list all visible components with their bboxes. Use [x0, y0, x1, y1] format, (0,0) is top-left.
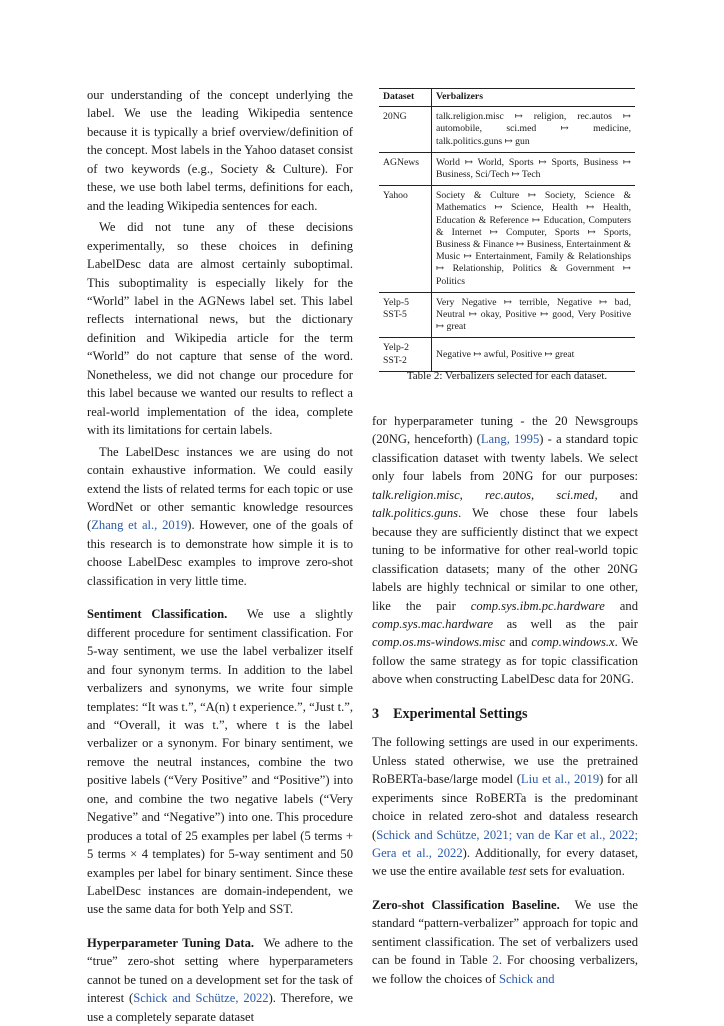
r-p2-text-d: sets for evaluation. — [526, 864, 625, 879]
r-p1-text-e: . We follow the same strategy as for topic classification above when constructing LabelDesc data for 20NG. — [372, 635, 638, 687]
r-p1-and: and — [597, 487, 638, 502]
table-reference[interactable]: 2 — [492, 953, 499, 968]
r-p1-text-b: ) - a standard topic classification dataset with twenty labels. We select only four labels from 20NG for our purposes: — [372, 432, 638, 484]
verbalizer-table — [379, 88, 635, 372]
r-p3-text-b: . For choosing verbalizers, we follow the choices of — [372, 953, 639, 986]
r-p1-and2: and — [604, 598, 638, 613]
citation-schick-schutze-2022[interactable]: Schick and Schütze, 2022 — [133, 991, 269, 1006]
citation-group[interactable]: Schick and Schütze, 2021; van de Kar et al., 2022; Gera et al., 2022 — [372, 827, 638, 860]
citation-zhang-2019[interactable]: Zhang et al., 2019 — [91, 518, 188, 533]
p3-text-a: The LabelDesc instances we are using do not contain exhaustive information. We could easily extend the lists of related terms for each topic or use WordNet or other semantic knowledge resources ( — [87, 444, 353, 533]
section-heading — [372, 705, 638, 723]
label-list: talk.religion.misc, rec.autos, sci.med, — [372, 487, 598, 502]
table-cell-dataset: Yelp-2 SST-2 — [379, 338, 432, 371]
table-cell-verbalizers: talk.religion.misc ↦ religion, rec.autos ↦ automobile, sci.med ↦ medicine, talk.politics.guns ↦ gun — [432, 107, 636, 153]
table-cell-dataset: Yahoo — [379, 186, 432, 293]
r-p1-and3: and — [505, 635, 532, 650]
table-header-row — [379, 89, 635, 107]
paragraph-hyperparameter-tuning — [87, 934, 353, 1026]
r-p1-text-d: as well as the pair — [493, 616, 638, 631]
hyperparameter-heading: Hyperparameter Tuning Data. — [87, 935, 255, 950]
test-word: test — [508, 864, 527, 879]
r-p2-text-a: The following settings are used in our experiments. Unless stated otherwise, we use the pretrained RoBERTa-base/large model ( — [372, 735, 638, 787]
table-row — [379, 186, 635, 293]
r-p2-text-b: ) for all experiments since RoBERTa is the predominant choice in related zero-shot and dataless research ( — [372, 772, 638, 842]
sentiment-heading: Sentiment Classification. — [87, 607, 228, 622]
r-p2-text-c: ). Additionally, for every dataset, we use the entire available — [372, 845, 639, 879]
r-p3-text-a: We use the standard “pattern-verbalizer” approach for topic and sentiment classification. The set of verbalizers used can be found in Table — [372, 897, 639, 968]
label-ibm-hardware: comp.sys.ibm.pc.hardware — [470, 598, 605, 613]
section-number: 3 — [372, 705, 380, 722]
zero-shot-heading: Zero-shot Classification Baseline. — [372, 897, 560, 912]
table-row — [379, 107, 635, 153]
citation-lang-1995[interactable]: Lang, 1995 — [480, 432, 540, 447]
right-column — [372, 412, 638, 988]
table-cell-dataset: 20NG — [379, 107, 432, 153]
table-header-dataset: Dataset — [379, 89, 432, 107]
label-ms-windows: comp.os.ms-windows.misc — [372, 635, 506, 650]
paragraph-20ng-dataset — [372, 412, 638, 689]
paragraph-label-definitions: our understanding of the concept underlying the label. We use the leading Wikipedia sentence because it is typically a brief overview/definition of the concept. Most labels in the Yahoo dataset consist of two keywords (e.g., Society & Culture). For these, we use both label terms, definitions for each, and the leading Wikipedia sentences for each. — [87, 88, 353, 213]
citation-liu-2019[interactable]: Liu et al., 2019 — [520, 772, 600, 787]
table-caption: Table 2: Verbalizers selected for each dataset. — [406, 370, 608, 382]
p5-text-a: We adhere to the “true” zero-shot setting where hyperparameters cannot be tuned on a development set for the task of interest ( — [87, 935, 353, 1006]
table-cell-dataset: Yelp-5 SST-5 — [379, 292, 432, 338]
paragraph-tuning-decisions: We did not tune any of these decisions experimentally, so these choices in defining LabelDesc data are almost certainly suboptimal. This suboptimality is especially likely for the “World” label in the AGNews label set. This label reflects international news, but the dictionary definition and Wikipedia article for the term “World” do not capture that sense of the word. Nonetheless, we did not change our procedure for this label because we wanted our results to reflect a real-world implementation of the idea, complete with its limitations for certain labels. — [87, 220, 353, 438]
table-header-verbalizers: Verbalizers — [432, 89, 636, 107]
paragraph-labeldesc-instances — [87, 443, 353, 591]
table-cell-verbalizers: Very Negative ↦ terrible, Negative ↦ bad, Neutral ↦ okay, Positive ↦ good, Very Positive ↦ great — [432, 292, 636, 338]
left-column — [87, 86, 353, 1026]
r-p1-text-c: . We chose these four labels because they are sufficiently distinct that we expect tuning to be informative for other real-world topic classification datasets; many of the other 20NG labels are highly technical or similar to one other, like the pair — [372, 506, 638, 613]
label-politics-guns: talk.politics.guns — [372, 506, 459, 521]
table-cell-verbalizers: World ↦ World, Sports ↦ Sports, Business ↦ Business, Sci/Tech ↦ Tech — [432, 152, 636, 185]
label-mac-hardware: comp.sys.mac.hardware — [372, 616, 494, 631]
table-cell-verbalizers: Negative ↦ awful, Positive ↦ great — [432, 338, 636, 371]
table-row — [379, 152, 635, 185]
p3-text-b: ). However, one of the goals of this research is to demonstrate how simple it is to choose LabelDesc examples to improve zero-shot classification in very little time. — [87, 518, 353, 588]
section-title: Experimental Settings — [393, 705, 528, 722]
table-row — [379, 338, 635, 371]
table-cell-verbalizers: Society & Culture ↦ Society, Science & Mathematics ↦ Science, Health ↦ Health, Education & Reference ↦ Education, Computers & Internet ↦ Computer, Sports ↦ Sports, Business & Finance ↦ Business, Entertainment & Music ↦ Entertainment, Family & Relationships ↦ Relationship, Politics & Government ↦ Politics — [432, 186, 636, 293]
sentiment-text: We use a slightly different procedure for sentiment classification. For 5-way sentiment, we use the label verbalizer itself and four synonym terms. In addition to the label verbalizers and synonyms, we write four simple templates: “It was t.”, “A(n) t experience.”, “Just t.”, and “Overall, it was t.”, where t is the label verbalizer or a synonym. For binary sentiment, we remove the neutral instances, combine the two positive labels (“Very Positive” and “Positive”) into one, and combine the two negative labels (“Very Negative” and “Negative”) into one. This procedure produces a total of 25 examples per label (5 terms + 5 terms × 4 templates) for 5-way sentiment and 50 examples per label for binary sentiment. Since these LabelDesc instances are domain-independent, we use the same data for both Yelp and SST. — [87, 607, 353, 917]
citation-schick-and[interactable]: Schick and — [498, 971, 555, 986]
label-windows-x: comp.windows.x — [531, 635, 615, 650]
r-p1-text-a: for hyperparameter tuning - the 20 Newsgroups (20NG, henceforth) ( — [372, 414, 638, 447]
paragraph-sentiment-classification — [87, 605, 353, 919]
paragraph-zero-shot-baseline — [372, 896, 638, 988]
table-row — [379, 292, 635, 338]
paragraph-experimental-settings — [372, 733, 638, 881]
p5-text-b: ). Therefore, we use a completely separate dataset — [87, 991, 354, 1024]
table-cell-dataset: AGNews — [379, 152, 432, 185]
